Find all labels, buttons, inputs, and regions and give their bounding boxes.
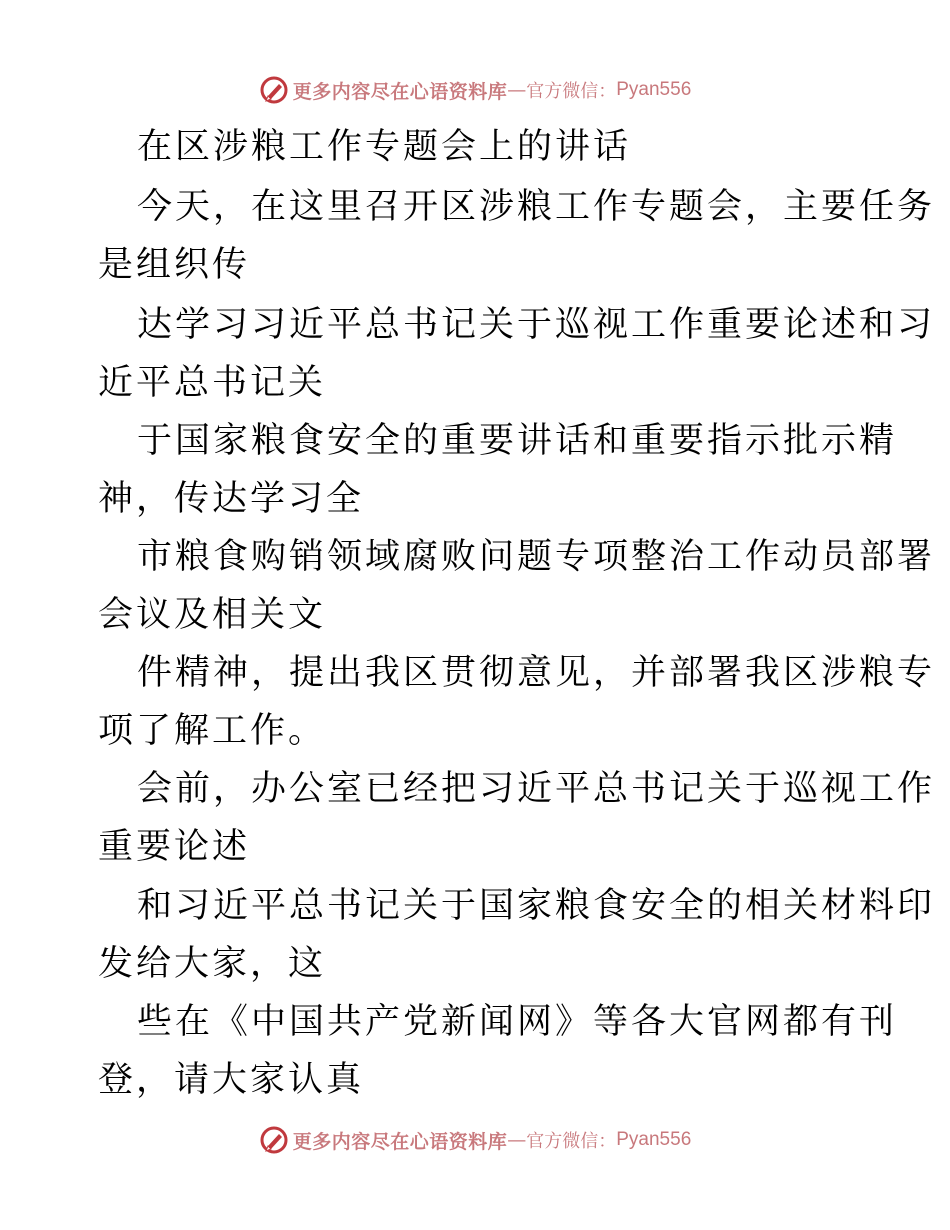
- pen-logo-icon: [259, 1125, 289, 1155]
- banner-text: 更多内容尽在心语资料库: [292, 1130, 508, 1153]
- wechat-id: Pyan556: [616, 1129, 692, 1150]
- doc-line: 于国家粮食安全的重要讲话和重要指示批示精: [137, 421, 898, 461]
- doc-line: 神，传达学习全: [98, 479, 365, 519]
- doc-line: 达学习习近平总书记关于巡视工作重要论述和习: [137, 305, 936, 345]
- doc-line: 些在《中国共产党新闻网》等各大官网都有刊: [137, 1002, 898, 1042]
- doc-line: 登，请大家认真: [98, 1060, 365, 1100]
- doc-line: 发给大家，这: [98, 944, 327, 984]
- doc-title: 在区涉粮工作专题会上的讲话: [137, 127, 632, 167]
- banner-separator: —: [507, 79, 527, 101]
- doc-line: 和习近平总书记关于国家粮食安全的相关材料印: [137, 886, 936, 926]
- wechat-id: Pyan556: [616, 79, 692, 100]
- doc-line: 今天，在这里召开区涉粮工作专题会，主要任务: [137, 187, 936, 227]
- pen-logo-icon: [259, 75, 289, 105]
- wechat-label: 官方微信：: [526, 81, 617, 102]
- doc-line: 是组织传: [98, 245, 251, 285]
- doc-line: 件精神，提出我区贯彻意见，并部署我区涉粮专: [137, 653, 936, 693]
- doc-line: 项了解工作。: [98, 711, 327, 751]
- doc-line: 重要论述: [98, 827, 251, 867]
- doc-line: 会议及相关文: [98, 595, 327, 635]
- doc-line: 近平总书记关: [98, 363, 327, 403]
- banner-separator: —: [507, 1129, 527, 1151]
- footer-banner: [0, 1120, 950, 1160]
- header-banner: [0, 70, 950, 110]
- doc-line: 会前，办公室已经把习近平总书记关于巡视工作: [137, 769, 936, 809]
- banner-text: 更多内容尽在心语资料库: [292, 80, 508, 103]
- doc-line: 市粮食购销领域腐败问题专项整治工作动员部署: [137, 537, 936, 577]
- wechat-label: 官方微信：: [526, 1131, 617, 1152]
